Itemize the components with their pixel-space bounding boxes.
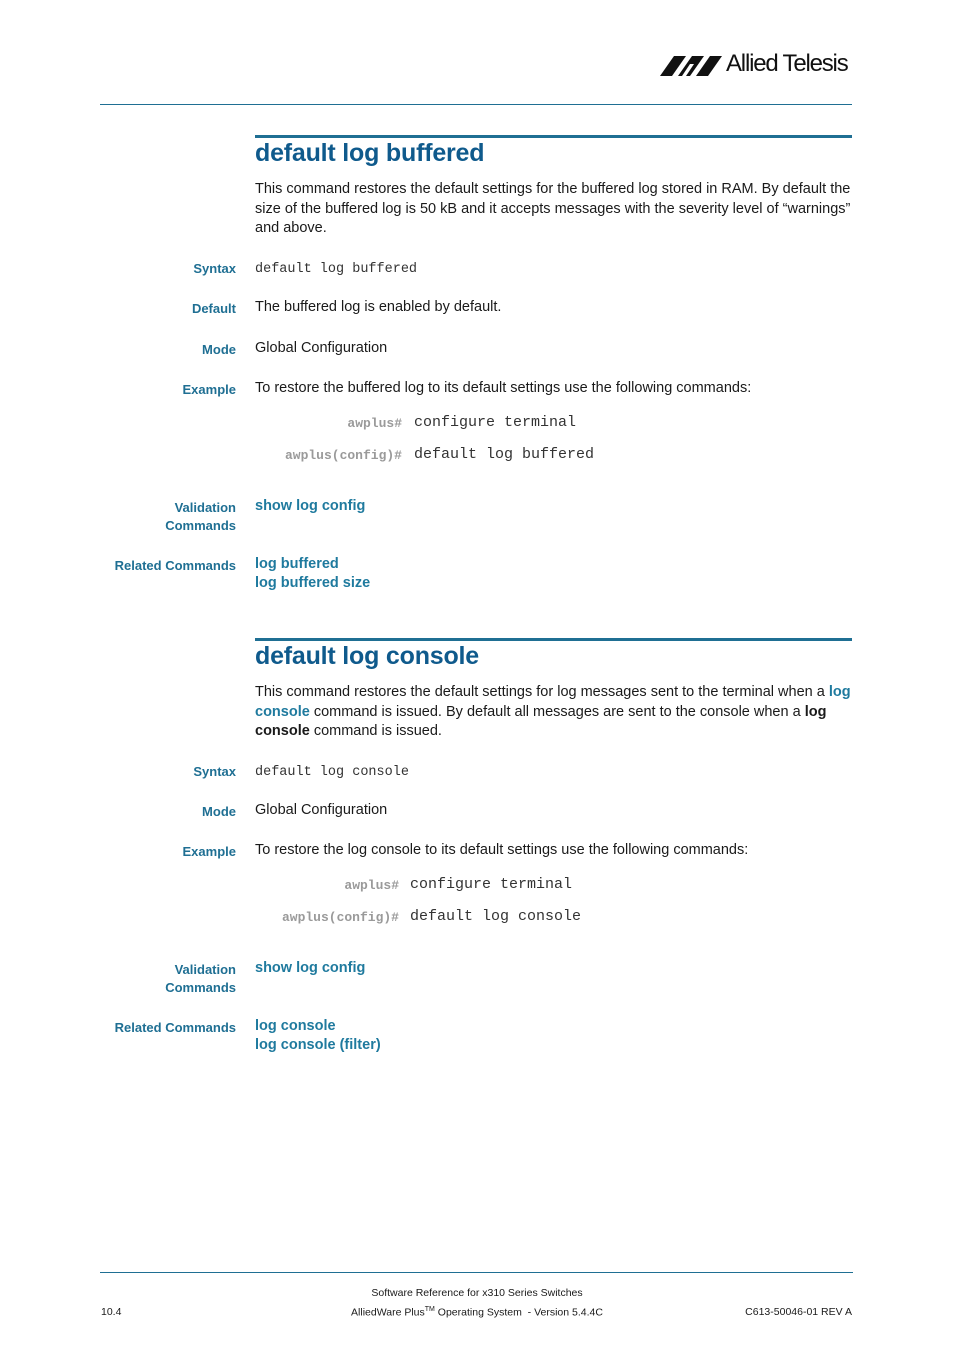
section1-example-command-1: configure terminal	[414, 414, 577, 431]
section2-related-link-1[interactable]: log console	[255, 1018, 336, 1034]
allied-telesis-logo-mark	[660, 52, 724, 78]
section1-default-label: Default	[191, 301, 236, 316]
section2-validation-label-line1: Validation	[174, 962, 236, 977]
section2-title-rule	[255, 638, 852, 641]
section1-related-link-1[interactable]: log buffered	[255, 556, 339, 572]
section1-mode-label: Mode	[202, 342, 236, 357]
section1-description: This command restores the default settings for the buffered log stored in RAM. By default the size of the buffered log is 50 kB and it accepts messages with the severity level of “warnings” and above.	[255, 181, 851, 236]
section1-related-label: Related Commands	[114, 558, 236, 573]
section2-description-link[interactable]: log console	[255, 684, 851, 720]
footer-title: Software Reference for x310 Series Switches	[371, 1287, 583, 1299]
section1-example-prompt-1: awplus#	[347, 416, 402, 431]
section2-example-prompt-1: awplus#	[344, 878, 399, 893]
section1-syntax: default log buffered	[255, 262, 418, 277]
footer-page-number: 10.4	[101, 1306, 122, 1318]
section2-mode: Global Configuration	[255, 802, 388, 818]
section2-title: default log console	[255, 642, 479, 670]
section2-description-bold: log console	[255, 703, 827, 739]
section1-validation-label-line1: Validation	[174, 500, 236, 515]
footer-version-sup: TM	[424, 1306, 435, 1313]
section1-mode: Global Configuration	[255, 340, 388, 356]
section1-validation-label-line2: Commands	[165, 518, 236, 533]
section2-description	[255, 683, 855, 742]
section1-default: The buffered log is enabled by default.	[255, 299, 502, 315]
section2-validation-label-line2: Commands	[165, 980, 236, 995]
section2-description-part2: command is issued. By default all messages are sent to the console when a	[313, 703, 801, 720]
section2-syntax-label: Syntax	[193, 764, 236, 779]
section2-description-part3: command is issued.	[313, 723, 442, 739]
section1-example-intro: To restore the buffered log to its default settings use the following commands:	[255, 380, 752, 396]
section1-validation-link[interactable]: show log config	[255, 498, 366, 514]
section1-example-label: Example	[182, 382, 236, 397]
footer-version-suffix: Operating System - Version 5.4.4C	[434, 1306, 603, 1319]
footer-doc-id: C613-50046-01 REV A	[745, 1306, 852, 1318]
section1-related-link-2[interactable]: log buffered size	[255, 575, 371, 591]
section2-validation-link[interactable]: show log config	[255, 960, 366, 976]
footer-rule	[100, 1272, 853, 1273]
section2-example-intro: To restore the log console to its default settings use the following commands:	[255, 842, 749, 858]
section1-title-rule	[255, 135, 852, 138]
section1-syntax-label: Syntax	[193, 261, 236, 276]
section2-mode-label: Mode	[202, 804, 236, 819]
section2-syntax: default log console	[255, 765, 409, 780]
section2-description-part1: This command restores the default settings for log messages sent to the terminal when a	[255, 684, 825, 700]
section2-example-command-2: default log console	[410, 908, 582, 925]
section2-example-command-1: configure terminal	[410, 876, 573, 893]
section2-validation-label	[165, 961, 236, 997]
header-rule	[100, 104, 852, 105]
section2-related-label: Related Commands	[114, 1020, 236, 1035]
section2-example-label: Example	[182, 844, 236, 859]
section1-title: default log buffered	[255, 139, 485, 167]
section1-example-prompt-2: awplus(config)#	[284, 448, 402, 463]
section2-example-prompt-2: awplus(config)#	[281, 910, 399, 925]
brand-name: Allied Telesis	[726, 50, 848, 77]
section2-related-link-2[interactable]: log console (filter)	[255, 1037, 381, 1053]
brand-logo	[660, 50, 855, 80]
section1-validation-label	[165, 499, 236, 535]
footer-version-prefix: AlliedWare Plus	[351, 1306, 425, 1319]
section1-example-command-2: default log buffered	[414, 446, 595, 463]
